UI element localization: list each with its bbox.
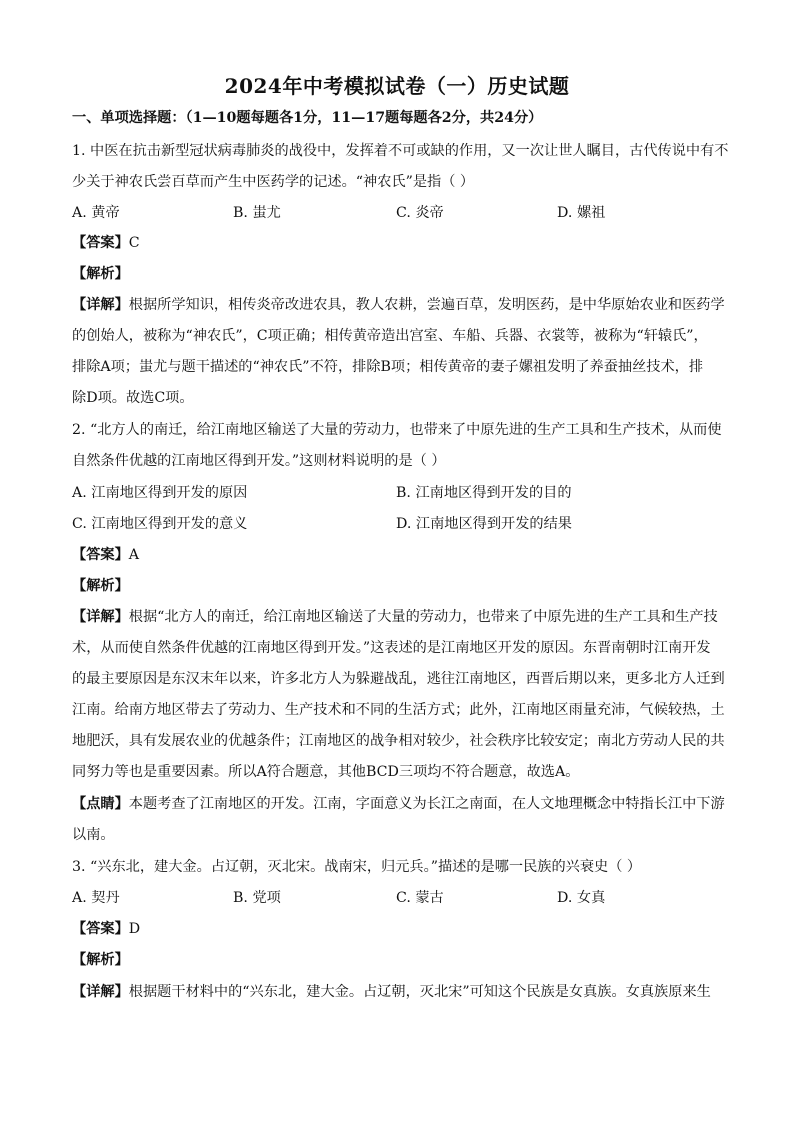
q2-detail-line3: 的最主要原因是东汉末年以来，许多北方人为躲避战乱，逃往江南地区，西晋后期以来，更多北方人迁到 xyxy=(72,671,725,687)
q2-comment-line2: 以南。 xyxy=(72,827,115,843)
answer-tag: 【答案】 xyxy=(72,921,129,937)
q3-analysis-tag: 【解析】 xyxy=(72,952,129,968)
q1-detail-line1 xyxy=(72,295,732,315)
q2-option-c: C. 江南地区得到开发的意义 xyxy=(72,516,248,532)
comment-text: 本题考查了江南地区的开发。江南，字面意义为长江之南面，在人文地理概念中特指长江中下游 xyxy=(128,796,725,812)
q1-detail-line2: 的创始人，被称为“神农氏”，C项正确；相传黄帝造出宫室、车船、兵器、衣裳等，被称为“轩辕氏”， xyxy=(72,328,708,344)
detail-tag: 【详解】 xyxy=(72,297,129,313)
detail-text: 根据题干材料中的“兴东北，建大金。占辽朝，灭北宋”可知这个民族是女真族。女真族原来生 xyxy=(128,984,711,1000)
q3-option-a: A. 契丹 xyxy=(72,890,120,906)
q1-option-b: B. 蚩尤 xyxy=(233,205,281,221)
q2-detail-line4: 江南。给南方地区带去了劳动力、生产技术和不同的生活方式；此外，江南地区雨量充沛，气候较热，土 xyxy=(72,702,725,718)
q1-option-d: D. 嫘祖 xyxy=(557,205,606,221)
q2-option-a: A. 江南地区得到开发的原因 xyxy=(72,485,248,501)
q3-option-b: B. 党项 xyxy=(233,890,281,906)
q2-detail-line5: 地肥沃，具有发展农业的优越条件；江南地区的战争相对较少，社会秩序比较安定；南北方劳动人民的共 xyxy=(72,733,725,749)
q1-detail-line3: 排除A项；蚩尤与题干描述的“神农氏”不符，排除B项；相传黄帝的妻子嫘祖发明了养蚕抽丝技术，排 xyxy=(72,359,704,375)
comment-tag: 【点睛】 xyxy=(72,796,129,812)
q1-detail-line4: 除D项。故选C项。 xyxy=(72,390,194,406)
q2-stem-line1: 2. “北方人的南迁，给江南地区输送了大量的劳动力，也带来了中原先进的生产工具和生产技术，从而使 xyxy=(72,422,722,438)
answer-value: D xyxy=(128,921,141,937)
q1-analysis-tag: 【解析】 xyxy=(72,266,129,282)
q2-detail-line6: 同努力等也是重要因素。所以A符合题意，其他BCD三项均不符合题意，故选A。 xyxy=(72,764,580,780)
q2-analysis-tag: 【解析】 xyxy=(72,578,129,594)
detail-tag: 【详解】 xyxy=(72,609,129,625)
q3-answer xyxy=(72,919,732,939)
q2-option-b: B. 江南地区得到开发的目的 xyxy=(396,485,572,501)
section-heading: 一、单项选择题：（1—10题每题各1分，11—17题每题各2分，共24分） xyxy=(72,110,543,126)
q2-detail-line1 xyxy=(72,607,732,627)
q2-comment-line1 xyxy=(72,794,732,814)
q3-option-c: C. 蒙古 xyxy=(396,890,444,906)
answer-value: C xyxy=(128,235,140,251)
answer-tag: 【答案】 xyxy=(72,547,129,563)
q2-detail-line2: 术，从而使自然条件优越的江南地区得到开发。”这表述的是江南地区开发的原因。东晋南朝时江南开发 xyxy=(72,640,711,656)
detail-text: 根据“北方人的南迁，给江南地区输送了大量的劳动力，也带来了中原先进的生产工具和生产技 xyxy=(128,609,718,625)
q3-option-d: D. 女真 xyxy=(557,890,606,906)
q2-option-d: D. 江南地区得到开发的结果 xyxy=(396,516,572,532)
q2-stem-line2: 自然条件优越的江南地区得到开发。”这则材料说明的是（ ） xyxy=(72,453,446,469)
detail-text: 根据所学知识，相传炎帝改进农具，教人农耕，尝遍百草，发明医药，是中华原始农业和医药学 xyxy=(128,297,725,313)
q2-answer xyxy=(72,545,732,565)
answer-value: A xyxy=(128,547,140,563)
q1-stem-line1: 1. 中医在抗击新型冠状病毒肺炎的战役中，发挥着不可或缺的作用，又一次让世人瞩目，古代传说中有不 xyxy=(72,143,729,159)
q1-option-a: A. 黄帝 xyxy=(72,205,120,221)
q1-answer xyxy=(72,233,732,253)
q1-option-c: C. 炎帝 xyxy=(396,205,444,221)
q3-stem-line1: 3. “兴东北，建大金。占辽朝，灭北宋。战南宋，归元兵。”描述的是哪一民族的兴衰史（ ） xyxy=(72,859,642,875)
q1-stem-line2: 少关于神农氏尝百草而产生中医药学的记述。“神农氏”是指（ ） xyxy=(72,174,475,190)
detail-tag: 【详解】 xyxy=(72,984,129,1000)
q3-detail-line1 xyxy=(72,982,732,1002)
page-title: 2024年中考模拟试卷（一）历史试题 xyxy=(224,74,570,98)
answer-tag: 【答案】 xyxy=(72,235,129,251)
